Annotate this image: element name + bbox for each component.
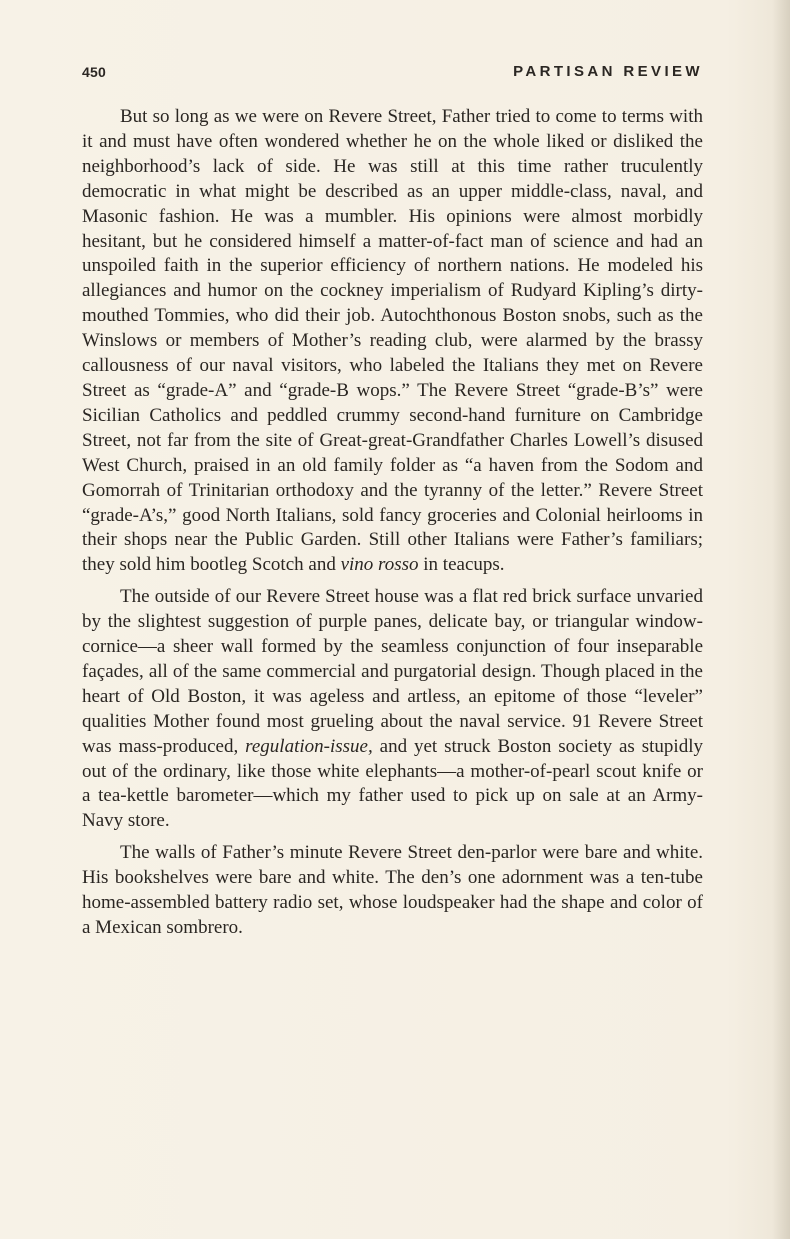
running-title: PARTISAN REVIEW <box>513 63 703 80</box>
paragraph-1-text-b: in teacups. <box>418 554 505 576</box>
paragraph-2-text-a: The outside of our Revere Street house was a flat red brick surface unvaried by the slightest suggestion of purple panes, delicate bay, or triangular window-cornice—a sheer wall formed by the seamless conjunction of four inseparable façades, all of the same commercial and purgatorial design. Though placed in the heart of Old Boston, it was ageless and artless, an epitome of those “leveler” qualities Mother found most grueling about the naval service. 91 Revere Street was mass-produced, <box>82 586 703 757</box>
paragraph-3 <box>82 841 703 941</box>
page-edge-shadow <box>772 0 790 1239</box>
paragraph-1-italic-text: vino rosso <box>340 554 419 576</box>
paragraph-2-text-b: and yet struck Boston society as stupidly out of the ordinary, like those white elephants—a mother-of-pearl scout knife or a tea-kettle barometer—which my father used to pick up on sale at an Army-Navy store. <box>82 735 703 832</box>
page-number: 450 <box>82 64 106 80</box>
paragraph-2-italic-text: regulation-issue, <box>245 735 373 757</box>
paragraph-1-text-a: But so long as we were on Revere Street, Father tried to come to terms with it and must have often wondered whether he on the whole liked or disliked the neighborhood’s lack of side. He was still at this time rather truculently democratic in what might be described as an upper middle-class, naval, and Masonic fashion. He was a mumbler. His opinions were almost morbidly hesitant, but he considered himself a matter-of-fact man of science and had an unspoiled faith in the superior efficiency of northern nations. He modeled his allegiances and humor on the cockney imperialism of Rudyard Kipling’s dirty-mouthed Tommies, who did their job. Autochthonous Boston snobs, such as the Winslows or members of Mother’s reading club, were alarmed by the brassy callousness of our naval visitors, who labeled the Italians they met on Revere Street as “grade-A” and “grade-B wops.” The Revere Street “grade-B’s” were Sicilian Catholics and peddled crummy second-hand furniture on Cambridge Street, not far from the site of Great-great-Grandfather Charles Lowell’s disused West Church, praised in an old family folder as “a haven from the Sodom and Gomorrah of Trinitarian orthodoxy and the tyranny of the letter.” Revere Street “grade-A’s,” good North Italians, sold fancy groceries and Colonial heirlooms in their shops near the Public Garden. Still other Italians were Father’s familiars; they sold him bootleg Scotch and <box>82 106 703 576</box>
paragraph-3-text: The walls of Father’s minute Revere Street den-parlor were bare and white. His bookshelves were bare and white. The den’s one adornment was a ten-tube home-assembled battery radio set, whose loudspeaker had the shape and color of a Mexican sombrero. <box>82 842 703 938</box>
paragraph-2 <box>82 585 703 834</box>
body-text <box>82 105 703 941</box>
paragraph-1 <box>82 105 703 578</box>
running-header <box>82 62 703 86</box>
